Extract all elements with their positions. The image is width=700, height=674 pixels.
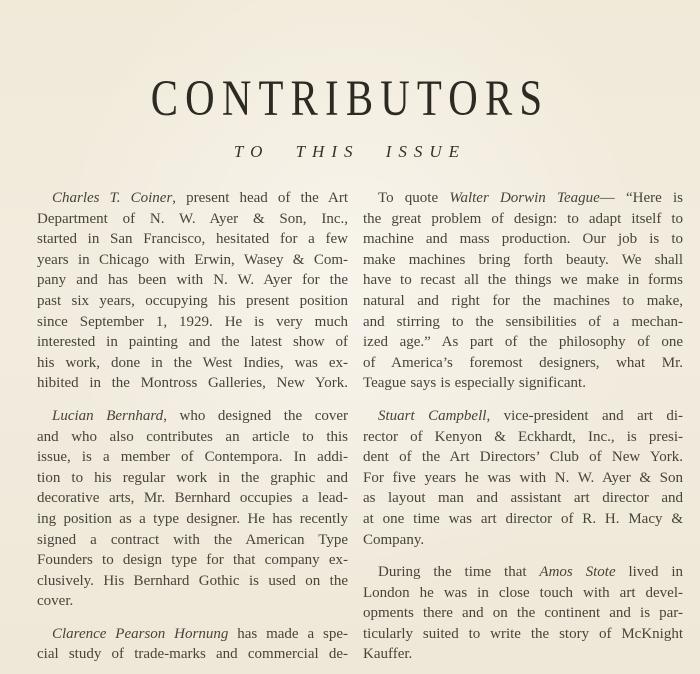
text-line bbox=[37, 250, 348, 271]
page-title: CONTRIBUTORS bbox=[150, 71, 550, 127]
contributor-name: Lucian Bernhard bbox=[52, 407, 164, 424]
text-line bbox=[363, 583, 683, 604]
text-line bbox=[363, 373, 683, 394]
text-segment: , who designed the cover bbox=[163, 407, 348, 424]
paragraph bbox=[363, 188, 683, 394]
text-segment: the great problem of design: to adapt itself to bbox=[363, 210, 683, 227]
column-left bbox=[37, 188, 348, 674]
text-line bbox=[363, 447, 683, 468]
text-segment: past six years, occupying his present position bbox=[37, 292, 348, 309]
text-segment: hibited in the Montross Galleries, New York. bbox=[37, 375, 348, 392]
text-segment: Teague says is especially significant. bbox=[363, 375, 586, 392]
text-line bbox=[37, 312, 348, 333]
text-line bbox=[37, 209, 348, 230]
text-line bbox=[363, 209, 683, 230]
contributor-name: Amos Stote bbox=[539, 564, 616, 581]
text-line bbox=[37, 373, 348, 394]
text-segment: as layout man and assistant art director and bbox=[363, 490, 683, 507]
text-line bbox=[37, 332, 348, 353]
text-line bbox=[363, 312, 683, 333]
paragraph bbox=[37, 624, 348, 665]
text-line bbox=[363, 530, 683, 551]
text-line bbox=[363, 188, 683, 209]
text-segment: years in Chicago with Erwin, Wasey & Com- bbox=[37, 251, 348, 268]
text-segment: has made a spe- bbox=[228, 625, 348, 642]
text-segment: interested in painting and the latest show of bbox=[37, 334, 348, 351]
text-segment: Company. bbox=[363, 531, 425, 548]
contributor-name: Stuart Campbell bbox=[378, 407, 487, 424]
text-line bbox=[37, 571, 348, 592]
text-segment: his work, done in the West Indies, was ex- bbox=[37, 354, 348, 371]
text-line bbox=[363, 562, 683, 583]
text-segment: tion to his regular work in the graphic and bbox=[37, 469, 348, 486]
text-segment: lived in bbox=[615, 564, 683, 581]
text-line bbox=[363, 229, 683, 250]
text-line bbox=[363, 509, 683, 530]
text-segment: Department of N. W. Ayer & Son, Inc., bbox=[37, 210, 348, 227]
text-segment: , vice-president and art di- bbox=[486, 407, 683, 424]
paragraph bbox=[37, 188, 348, 394]
text-segment: issue, is a member of Contempora. In addi- bbox=[37, 449, 348, 466]
text-segment: London he was in close touch with art devel- bbox=[363, 584, 683, 601]
text-segment: machine and mass production. Our job is to bbox=[363, 231, 683, 248]
contributors-columns bbox=[37, 188, 683, 674]
text-line bbox=[37, 270, 348, 291]
text-segment: and stirring to the sensibilities of a mechan- bbox=[363, 313, 683, 330]
text-segment: — “Here is bbox=[599, 190, 683, 206]
text-segment: ing position as a type designer. He has recently bbox=[37, 510, 348, 527]
text-segment: started in San Francisco, hesitated for a few bbox=[37, 231, 348, 248]
text-line bbox=[363, 468, 683, 489]
text-segment: For five years he was with N. W. Ayer & Son bbox=[363, 469, 683, 486]
text-segment: , present head of the Art bbox=[172, 190, 348, 206]
text-line bbox=[363, 644, 683, 665]
text-line bbox=[363, 291, 683, 312]
text-segment: of America’s foremost designers, what Mr. bbox=[363, 354, 683, 371]
text-segment: ticularly suited to write the story of McKnight bbox=[363, 625, 683, 642]
contributor-name: Walter Dorwin Teague bbox=[449, 190, 600, 206]
text-line bbox=[363, 353, 683, 374]
text-segment: decorative arts, Mr. Bernhard occupies a lead- bbox=[37, 490, 348, 507]
text-line bbox=[37, 488, 348, 509]
page-subtitle: TO THIS ISSUE bbox=[233, 142, 467, 161]
contributor-name: Clarence Pearson Hornung bbox=[52, 625, 229, 642]
text-line bbox=[363, 488, 683, 509]
text-line bbox=[37, 468, 348, 489]
text-line bbox=[37, 509, 348, 530]
text-segment: Founders to design type for that company ex- bbox=[37, 552, 348, 569]
text-segment: and who also contributes an article to this bbox=[37, 428, 348, 445]
text-line bbox=[37, 188, 348, 209]
text-line bbox=[37, 644, 348, 665]
text-line bbox=[37, 591, 348, 612]
text-segment: have to recast all the things we make in forms bbox=[363, 272, 683, 289]
text-line bbox=[363, 427, 683, 448]
paragraph bbox=[37, 406, 348, 612]
text-line bbox=[37, 406, 348, 427]
text-segment: To quote bbox=[378, 190, 450, 206]
text-line bbox=[363, 332, 683, 353]
text-segment: natural and right for the machines to make, bbox=[363, 292, 683, 309]
text-segment: During the time that bbox=[378, 564, 540, 581]
text-line bbox=[363, 624, 683, 645]
text-line bbox=[37, 447, 348, 468]
text-segment: signed a contract with the American Type bbox=[37, 531, 348, 548]
text-line bbox=[37, 353, 348, 374]
text-segment: cover. bbox=[37, 593, 74, 610]
text-segment: at one time was art director of R. H. Macy & bbox=[363, 510, 683, 527]
column-right bbox=[363, 188, 683, 674]
text-segment: Kauffer. bbox=[363, 646, 413, 663]
paragraph bbox=[363, 562, 683, 665]
text-segment: clusively. His Bernhard Gothic is used on the bbox=[37, 572, 348, 589]
contributor-name: Charles T. Coiner bbox=[52, 190, 173, 206]
text-line bbox=[363, 270, 683, 291]
text-line bbox=[363, 603, 683, 624]
text-segment: since September 1, 1929. He is very much bbox=[37, 313, 348, 330]
text-line bbox=[37, 550, 348, 571]
text-line bbox=[37, 291, 348, 312]
text-line bbox=[363, 406, 683, 427]
text-line bbox=[37, 229, 348, 250]
text-segment: opments there and on the continent and is par- bbox=[363, 605, 683, 622]
text-line bbox=[37, 530, 348, 551]
text-line bbox=[37, 427, 348, 448]
text-line bbox=[37, 624, 348, 645]
text-segment: ized age.” As part of the philosophy of one bbox=[363, 334, 683, 351]
text-segment: dent of the Art Directors’ Club of New York. bbox=[363, 449, 683, 466]
text-segment: make machines bring forth beauty. We shall bbox=[363, 251, 683, 268]
text-segment: rector of Kenyon & Eckhardt, Inc., is presi- bbox=[363, 428, 683, 445]
text-line bbox=[363, 250, 683, 271]
text-segment: cial study of trade-marks and commercial de- bbox=[37, 646, 348, 663]
paragraph bbox=[363, 406, 683, 550]
text-segment: pany and has been with N. W. Ayer for the bbox=[37, 272, 348, 289]
